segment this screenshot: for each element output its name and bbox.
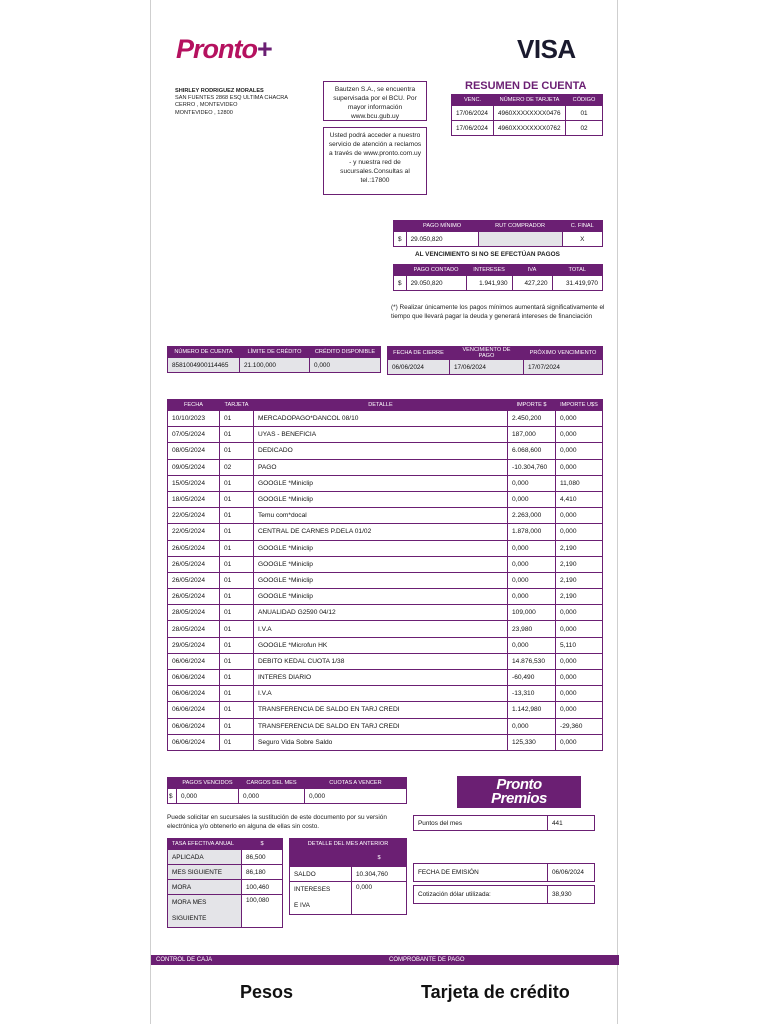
- tarjeta-cell: 01: [220, 605, 254, 621]
- table-row: [414, 886, 595, 904]
- importe-pesos-cell: 23,980: [508, 621, 556, 637]
- tasa-table: [167, 838, 283, 928]
- importe-pesos-cell: 0,000: [508, 572, 556, 588]
- fecha-cell: 07/05/2024: [168, 427, 220, 443]
- tarjeta-cell: 01: [220, 475, 254, 491]
- table-row: [414, 816, 595, 831]
- tarjeta-cell: 01: [220, 556, 254, 572]
- col-header: VENC.: [452, 95, 494, 106]
- currency-cell: $: [394, 232, 407, 247]
- detalle-cell: TRANSFERENCIA DE SALDO EN TARJ CREDI: [254, 718, 508, 734]
- col-header: PAGOS VENCIDOS: [177, 778, 239, 789]
- col-header: PAGO MÍNIMO: [406, 221, 478, 232]
- cell: 1.941,930: [466, 276, 512, 291]
- detalle-cell: ANUALIDAD G2590 04/12: [254, 605, 508, 621]
- importe-usd-cell: 2,190: [556, 556, 603, 572]
- tarjeta-cell: 01: [220, 670, 254, 686]
- importe-pesos-cell: 109,000: [508, 605, 556, 621]
- table-row: [388, 360, 603, 375]
- pesos-label: Pesos: [240, 982, 294, 1002]
- importe-pesos-cell: -10.304,760: [508, 459, 556, 475]
- col-header: VENCIMIENTO DE PAGO: [450, 347, 524, 360]
- cell: 06/06/2024: [388, 360, 450, 375]
- comprobante-label: COMPROBANTE DE PAGO: [389, 957, 465, 963]
- table-row: [168, 865, 283, 880]
- col-header: TOTAL: [552, 265, 602, 276]
- detalle-cell: GOOGLE *Microfun HK: [254, 637, 508, 653]
- table-row: [168, 427, 603, 443]
- col-header: INTERESES: [466, 265, 512, 276]
- fecha-cell: 06/06/2024: [168, 670, 220, 686]
- tarjeta-cell: 01: [220, 572, 254, 588]
- importe-pesos-cell: 0,000: [508, 589, 556, 605]
- importe-usd-cell: 4,410: [556, 491, 603, 507]
- fecha-cell: 28/05/2024: [168, 621, 220, 637]
- cell: 17/06/2024: [452, 106, 494, 121]
- importe-pesos-cell: 0,000: [508, 540, 556, 556]
- tarjeta-label: Tarjeta de crédito: [421, 982, 570, 1002]
- detalle-cell: DEDICADO: [254, 443, 508, 459]
- cell: 21.100,000: [240, 358, 310, 373]
- detalle-anterior-table: [289, 838, 407, 915]
- fecha-cell: 15/05/2024: [168, 475, 220, 491]
- col-header: CRÉDITO DISPONIBLE: [310, 347, 381, 358]
- cell: 4960XXXXXXXX0476: [494, 106, 566, 121]
- table-row: [168, 358, 381, 373]
- table-row: [290, 882, 407, 915]
- movimientos-table: [167, 399, 603, 751]
- table-row: [168, 621, 603, 637]
- vencimiento-table: [393, 264, 603, 291]
- importe-pesos-cell: 14.876,530: [508, 653, 556, 669]
- importe-usd-cell: 0,000: [556, 653, 603, 669]
- tarjeta-cell: 01: [220, 540, 254, 556]
- client-address-line: SAN FUENTES 2868 ESQ ULTIMA CHACRA: [175, 95, 289, 102]
- cell: 86,500: [242, 850, 283, 865]
- pago-minimo-table: [393, 220, 603, 247]
- detalle-cell: INTERES DIARIO: [254, 670, 508, 686]
- detalle-cell: GOOGLE *Miniclip: [254, 540, 508, 556]
- cell: 427,220: [512, 276, 552, 291]
- cuenta-table: [167, 346, 381, 373]
- cell: 4960XXXXXXXX0762: [494, 121, 566, 136]
- importe-usd-cell: 0,000: [556, 605, 603, 621]
- currency-cell: $: [168, 789, 177, 804]
- cell: 10.304,760: [352, 867, 407, 882]
- cell: MORA: [168, 880, 242, 895]
- bcu-info-box: Bautzen S.A., se encuentra supervisada por el BCU. Por mayor información www.bcu.gub.uy: [323, 81, 427, 121]
- client-address-line: CERRO , MONTEVIDEO: [175, 102, 238, 109]
- col-header: LÍMITE DE CRÉDITO: [240, 347, 310, 358]
- table-row: [168, 540, 603, 556]
- importe-pesos-cell: 1.878,000: [508, 524, 556, 540]
- cell: 0,000: [352, 882, 407, 915]
- col-header: $: [242, 839, 283, 850]
- detalle-cell: GOOGLE *Miniclip: [254, 572, 508, 588]
- tarjeta-cell: 01: [220, 443, 254, 459]
- pagos-vencidos-table: [167, 777, 407, 804]
- col-header: DETALLE: [254, 400, 508, 411]
- pago-minimo-value: 29.050,820: [406, 232, 478, 247]
- table-row: [168, 718, 603, 734]
- fecha-cell: 29/05/2024: [168, 637, 220, 653]
- statement-page: [150, 0, 618, 1024]
- detalle-cell: GOOGLE *Miniclip: [254, 556, 508, 572]
- detalle-cell: MERCADOPAGO*DANCOL 08/10: [254, 411, 508, 427]
- table-row: [168, 702, 603, 718]
- importe-usd-cell: 0,000: [556, 670, 603, 686]
- warning-note: (*) Realizar únicamente los pagos mínimos aumentará significativamente el tiempo que llevará pagar la deuda y generará intereses de financiación: [391, 304, 605, 320]
- tarjeta-cell: 01: [220, 411, 254, 427]
- consumidor-final-value: X: [562, 232, 602, 247]
- importe-usd-cell: 0,000: [556, 508, 603, 524]
- detalle-cell: GOOGLE *Miniclip: [254, 491, 508, 507]
- col-header: TASA EFECTIVA ANUAL: [168, 839, 242, 850]
- footer-bar: [151, 955, 619, 965]
- table-row: [168, 491, 603, 507]
- puntos-table: [413, 815, 595, 831]
- table-row: [168, 605, 603, 621]
- detalle-cell: CENTRAL DE CARNES P.DELA 01/02: [254, 524, 508, 540]
- fecha-cell: 09/05/2024: [168, 459, 220, 475]
- table-row: [168, 589, 603, 605]
- tarjeta-cell: 01: [220, 524, 254, 540]
- sucursales-note: Puede solicitar en sucursales la sustitución de este documento por su versión electrónica y/o obtenerlo en alguna de ellas sin costo.: [167, 814, 387, 830]
- fecha-cell: 06/06/2024: [168, 653, 220, 669]
- detalle-cell: GOOGLE *Miniclip: [254, 589, 508, 605]
- importe-usd-cell: 11,080: [556, 475, 603, 491]
- emision-label: FECHA DE EMISIÓN: [414, 864, 548, 882]
- vencimiento-title: AL VENCIMIENTO SI NO SE EFECTÚAN PAGOS: [415, 251, 560, 258]
- resumen-title: RESUMEN DE CUENTA: [465, 80, 587, 92]
- importe-pesos-cell: -13,310: [508, 686, 556, 702]
- table-row: [394, 276, 603, 291]
- currency-header: $: [352, 850, 407, 867]
- cell: 02: [566, 121, 603, 136]
- table-row: [168, 443, 603, 459]
- col-header: DETALLE DEL MES ANTERIOR: [290, 839, 407, 850]
- col-header: PRÓXIMO VENCIMIENTO: [524, 347, 603, 360]
- fecha-cell: 28/05/2024: [168, 605, 220, 621]
- table-row: [168, 670, 603, 686]
- detalle-cell: DEBITO KEDAL CUOTA 1/38: [254, 653, 508, 669]
- fecha-cell: 22/05/2024: [168, 524, 220, 540]
- col-header: TARJETA: [220, 400, 254, 411]
- cell: 0,000: [177, 789, 239, 804]
- pronto-logo: Pronto+: [176, 34, 272, 64]
- importe-usd-cell: 2,190: [556, 540, 603, 556]
- importe-pesos-cell: 1.142,980: [508, 702, 556, 718]
- service-info-box: Usted podrá acceder a nuestro servicio de atención a reclamos a través de www.pronto.com.uy - y nuestra red de sucursales.Consultas al tel.:17800: [323, 127, 427, 195]
- importe-usd-cell: 0,000: [556, 443, 603, 459]
- cell: 17/06/2024: [450, 360, 524, 375]
- tarjeta-cell: 01: [220, 621, 254, 637]
- tarjeta-cell: 01: [220, 637, 254, 653]
- importe-pesos-cell: 2.450,200: [508, 411, 556, 427]
- importe-pesos-cell: 0,000: [508, 556, 556, 572]
- fecha-cell: 22/05/2024: [168, 508, 220, 524]
- detalle-cell: GOOGLE *Miniclip: [254, 475, 508, 491]
- importe-usd-cell: 0,000: [556, 686, 603, 702]
- col-header: IVA: [512, 265, 552, 276]
- col-header: FECHA: [168, 400, 220, 411]
- importe-pesos-cell: -60,490: [508, 670, 556, 686]
- importe-usd-cell: 0,000: [556, 524, 603, 540]
- table-row: [168, 734, 603, 750]
- importe-usd-cell: 0,000: [556, 459, 603, 475]
- col-header: IMPORTE $: [508, 400, 556, 411]
- importe-usd-cell: 2,190: [556, 572, 603, 588]
- tarjeta-cell: 01: [220, 734, 254, 750]
- fecha-cell: 06/06/2024: [168, 686, 220, 702]
- importe-usd-cell: 0,000: [556, 734, 603, 750]
- detalle-cell: TRANSFERENCIA DE SALDO EN TARJ CREDI: [254, 702, 508, 718]
- col-header: IMPORTE U$S: [556, 400, 603, 411]
- table-row: [168, 637, 603, 653]
- pronto-premios-logo: [457, 776, 581, 808]
- cell: MORA MES SIGUIENTE: [168, 895, 242, 928]
- col-header: C. FINAL: [562, 221, 602, 232]
- fecha-cell: 10/10/2023: [168, 411, 220, 427]
- cell: 100,080: [242, 895, 283, 928]
- control-caja-label: CONTROL DE CAJA: [156, 957, 213, 963]
- table-row: [168, 850, 283, 865]
- fecha-cell: 26/05/2024: [168, 589, 220, 605]
- client-address-block: [175, 88, 288, 117]
- col-header: CÓDIGO: [566, 95, 603, 106]
- table-row: [414, 864, 595, 882]
- col-header: CARGOS DEL MES: [239, 778, 305, 789]
- col-header: RUT COMPRADOR: [478, 221, 562, 232]
- importe-pesos-cell: 0,000: [508, 637, 556, 653]
- tarjeta-cell: 02: [220, 459, 254, 475]
- table-row: [168, 880, 283, 895]
- importe-pesos-cell: 0,000: [508, 491, 556, 507]
- fecha-cell: 06/06/2024: [168, 702, 220, 718]
- table-row: [394, 232, 603, 247]
- importe-usd-cell: 0,000: [556, 411, 603, 427]
- cell: SALDO: [290, 867, 352, 882]
- cell: 29.050,820: [406, 276, 466, 291]
- tarjeta-cell: 01: [220, 653, 254, 669]
- premios-line: Premios: [491, 790, 547, 807]
- cell: 0,000: [305, 789, 407, 804]
- cell: 31.419,970: [552, 276, 602, 291]
- table-row: [168, 686, 603, 702]
- cell: MES SIGUIENTE: [168, 865, 242, 880]
- fecha-cell: 06/06/2024: [168, 718, 220, 734]
- detalle-cell: UYAS - BENEFICIA: [254, 427, 508, 443]
- resumen-table: [451, 94, 603, 136]
- importe-usd-cell: 0,000: [556, 702, 603, 718]
- col-header: NÚMERO DE TARJETA: [494, 95, 566, 106]
- cell: 17/06/2024: [452, 121, 494, 136]
- premios-line: Pronto: [496, 776, 542, 793]
- col-header: CUOTAS A VENCER: [305, 778, 407, 789]
- importe-usd-cell: -29,360: [556, 718, 603, 734]
- cotizacion-label: Cotización dólar utilizada:: [414, 886, 548, 904]
- detalle-cell: Seguro Vida Sobre Saldo: [254, 734, 508, 750]
- importe-pesos-cell: 6.068,600: [508, 443, 556, 459]
- fecha-cell: 06/06/2024: [168, 734, 220, 750]
- detalle-cell: I.V.A: [254, 621, 508, 637]
- tarjeta-cell: 01: [220, 718, 254, 734]
- cotizacion-value: 38,930: [548, 886, 595, 904]
- importe-usd-cell: 5,110: [556, 637, 603, 653]
- fecha-cell: 26/05/2024: [168, 572, 220, 588]
- importe-usd-cell: 2,190: [556, 589, 603, 605]
- cotizacion-table: [413, 885, 595, 904]
- table-row: [168, 524, 603, 540]
- puntos-value: 441: [548, 816, 595, 831]
- tarjeta-cell: 01: [220, 589, 254, 605]
- importe-pesos-cell: 0,000: [508, 475, 556, 491]
- table-row: [168, 895, 283, 928]
- col-header: PAGO CONTADO: [406, 265, 466, 276]
- table-row: [168, 789, 407, 804]
- table-row: [168, 508, 603, 524]
- cell: 0,000: [239, 789, 305, 804]
- importe-pesos-cell: 2.263,000: [508, 508, 556, 524]
- cell: 86,180: [242, 865, 283, 880]
- visa-logo: VISA: [517, 34, 576, 64]
- cell: APLICADA: [168, 850, 242, 865]
- fecha-cell: 18/05/2024: [168, 491, 220, 507]
- importe-usd-cell: 0,000: [556, 427, 603, 443]
- rut-value: [478, 232, 562, 247]
- importe-pesos-cell: 125,330: [508, 734, 556, 750]
- cell: 0,000: [310, 358, 381, 373]
- tarjeta-cell: 01: [220, 427, 254, 443]
- tarjeta-cell: 01: [220, 508, 254, 524]
- table-row: [168, 411, 603, 427]
- cell: INTERESES E IVA: [290, 882, 352, 915]
- table-row: [168, 556, 603, 572]
- fecha-cell: 26/05/2024: [168, 540, 220, 556]
- tarjeta-cell: 01: [220, 702, 254, 718]
- cell: 100,460: [242, 880, 283, 895]
- fecha-cell: 26/05/2024: [168, 556, 220, 572]
- fecha-cell: 08/05/2024: [168, 443, 220, 459]
- importe-pesos-cell: 0,000: [508, 718, 556, 734]
- detalle-cell: I.V.A: [254, 686, 508, 702]
- table-row: [168, 572, 603, 588]
- cell: 17/07/2024: [524, 360, 603, 375]
- fechas-table: [387, 346, 603, 375]
- table-row: [168, 459, 603, 475]
- tarjeta-cell: 01: [220, 686, 254, 702]
- importe-pesos-cell: 187,000: [508, 427, 556, 443]
- col-header: NÚMERO DE CUENTA: [168, 347, 240, 358]
- detalle-cell: PAGO: [254, 459, 508, 475]
- table-row: [168, 475, 603, 491]
- tarjeta-cell: 01: [220, 491, 254, 507]
- emision-value: 06/06/2024: [548, 864, 595, 882]
- table-row: [452, 121, 603, 136]
- table-row: [168, 653, 603, 669]
- client-address-line: MONTEVIDEO , 12800: [175, 109, 233, 116]
- client-name: SHIRLEY RODRIGUEZ MORALES: [175, 88, 264, 94]
- cell: 8581004900114465: [168, 358, 240, 373]
- table-row: [290, 867, 407, 882]
- cell: 01: [566, 106, 603, 121]
- col-header: FECHA DE CIERRE: [388, 347, 450, 360]
- puntos-label: Puntos del mes: [414, 816, 548, 831]
- detalle-cell: Temu com*docal: [254, 508, 508, 524]
- table-row: [452, 106, 603, 121]
- importe-usd-cell: 0,000: [556, 621, 603, 637]
- currency-cell: $: [394, 276, 407, 291]
- emision-table: [413, 863, 595, 882]
